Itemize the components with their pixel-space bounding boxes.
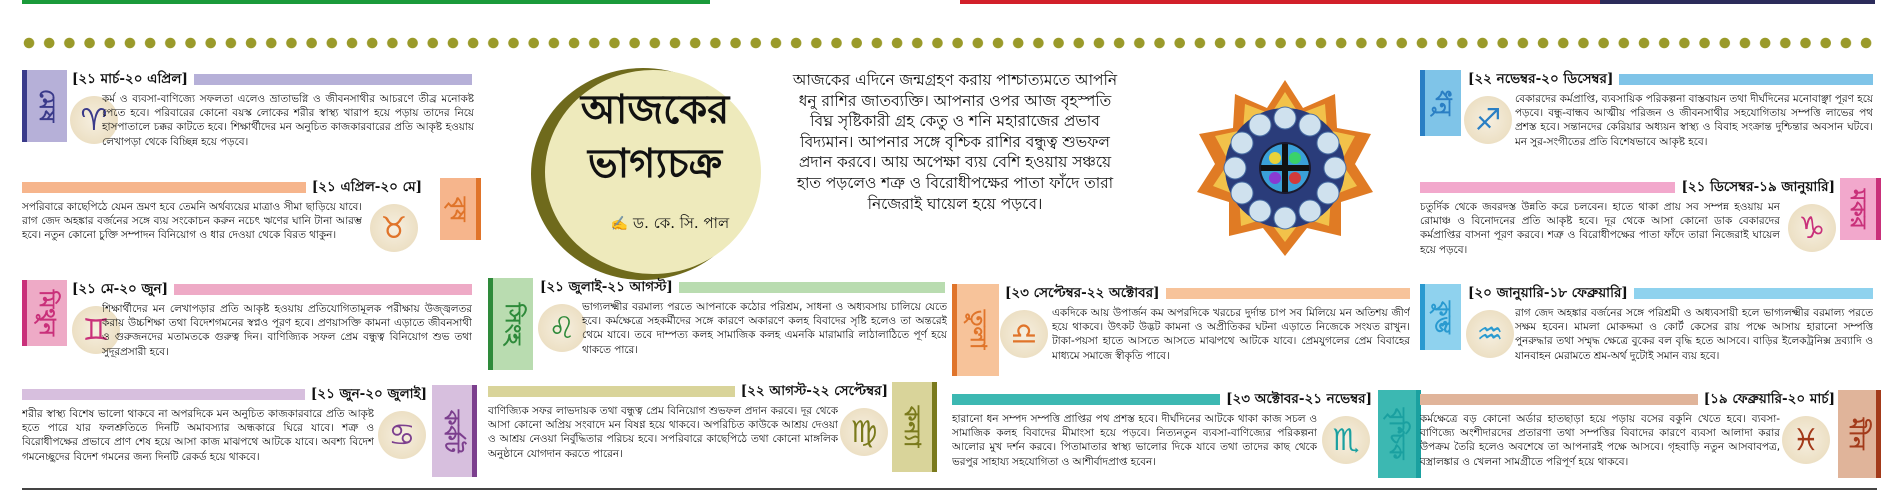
header-bar (174, 284, 472, 295)
aries-ram-icon: ♈ (70, 96, 118, 144)
sign-name: কন্যা (899, 406, 925, 448)
sign-dates: [২১ মে-২০ জুন] (72, 280, 168, 297)
sign-name: মীন (1844, 418, 1870, 450)
sign-text: বাণিজ্যিক সফর লাভদায়ক তথা বন্ধুত্ব প্রেম বিনিয়োগ শুভফল প্রদান করবে। দূর থেকে আসা কোনো অপ্রিয় সংবাদে মন বিষণ্ণ হয়ে থাকবে। অপরিচিত কাউকে আশ্রয় দেওয়া ও আশ্রয় নেওয়া নির্বুদ্ধিতার পরিচয় হবে। সপরিবারে কাছেপিঠে তথা কোনো মাঙ্গলিক অনুষ্ঠানে যোগদান করতে পারেন। (488, 405, 838, 460)
author-byline (590, 212, 750, 237)
sign-dates: [২২ নভেম্বর-২০ ডিসেম্বর] (1468, 70, 1614, 87)
sign-name: কুম্ভ (1430, 300, 1456, 334)
sign-dates: [২৩ অক্টোবর-২১ নভেম্বর] (1226, 390, 1372, 407)
sign-name: বৃষ (445, 196, 471, 222)
sign-tab (488, 278, 533, 370)
sign-text: শিক্ষার্থীদের মন লেখাপড়ার প্রতি আকৃষ্ট হওয়ায় প্রতিযোগিতামূলক পরীক্ষায় উজ্জ্বলতর করায় উচ্চশিক্ষা তথা বিদেশগমনের স্বপ্নও পূরণ হবে। প্রণয়াসক্তি কামনা এড়াতে জীবনসাথী ও গুরুজনদের মতামতকে গুরুত্ব দিন। বাণিজ্যিক সফল প্রেম বন্ধুত্ব বিনিয়োগ শুভ তথা সুদূরপ্রসারী হবে। (102, 303, 472, 358)
header-bar (22, 389, 305, 400)
sign-tab (22, 280, 67, 346)
sign-tab (1840, 178, 1881, 240)
author-name: ড. কে. সি. পাল (633, 214, 730, 232)
sign-text: রাগ জেদ অহঙ্কার বর্জনের সঙ্গে পরিশ্রমী ও অধ্যবসায়ী হলে ভাগ্যলক্ষ্মীর বরমাল্য পরতে সক্ষম হবেন। মামলা মোকদ্দমা ও কোর্ট কেসের রায় পক্ষে আসায় হারানো সম্পত্তি পুনরুদ্ধার তথা সম্মৃদ্ধ ক্ষেত্রে বুকের বল বৃদ্ধি হতে আসবে। বাড়ির ইলেকট্রনিক্স দ্রব্যাদি ও যানবাহন মেরামতে শ্রম-অর্থ দুটোই সমান ব্যয় হবে। (1515, 307, 1873, 362)
sign-tab (1378, 390, 1421, 478)
sagittarius-archer-icon: ♐ (1464, 96, 1512, 144)
aquarius-water-bearer-icon: ♒ (1466, 310, 1514, 358)
header-bar (1420, 182, 1675, 193)
header-bar (952, 394, 1220, 405)
header-bar (1619, 74, 1873, 85)
sign-header (1468, 70, 1873, 88)
header-bar (679, 282, 945, 293)
pisces-fish-icon: ♓ (1782, 416, 1830, 464)
sign-text: সপরিবারে কাছেপিঠে যেমন ভ্রমণ হবে তেমনি অর্থব্যয়ের মাত্রাও সীমা ছাড়িয়ে যাবে। রাগ জেদ অহঙ্কার বর্জনের সঙ্গে ব্যয় সংকোচন করুন নচেৎ ঋণের ঘানি টানা আরম্ভ হবে। নতুন কোনো চুক্তি সম্পাদন বিনিয়োগ ও ধার দেওয়া থেকে বিরত থাকুন। (22, 201, 362, 242)
sign-header (952, 390, 1372, 408)
top-red-bar (960, 0, 1600, 4)
sign-name: তুলা (965, 310, 991, 350)
sign-text: কর্মক্ষেত্রে বড় কোনো অর্ডার হাতছাড়া হয়ে পড়ায় বসের বকুনি খেতে হবে। ব্যবসা-বাণিজ্যে অংশীদারদের প্রতারণা তথা সম্পত্তির বিবাদের কারণে ব্যবসা আলাদা করার উপক্রম তৈরি হলেও অবশেষে তা আপনারই পক্ষে আসবে। গৃহবাড়ি নতুন আসবাবপত্র, বস্ত্রালঙ্কার ও খেলনা সামগ্রীতে পরিপূর্ণ হয়ে থাকবে। (1420, 413, 1780, 468)
header-bar (1166, 288, 1410, 299)
sign-dates: [২১ মার্চ-২০ এপ্রিল] (72, 70, 188, 87)
header-bar (488, 386, 735, 397)
sign-tab (432, 385, 477, 477)
sign-text: কর্ম ও ব্যবসা-বাণিজ্যে সফলতা এলেও ভ্রাতাভগ্নি ও জীবনসাথীর আচরণে তীব্র মনোকষ্ট পেতে হবে। পরিবারের কোনো বয়স্ক লোকের শরীর স্বাস্থ্য খারাপ হয়ে পড়ায় তাদের নিয়ে হাসপাতালে চক্কর কাটতে হবে। শিক্ষার্থীদের মন অনুচিত কাজকারবারের প্রতি আকৃষ্ট হওয়ায় লেখাপড়া থেকে বিচ্ছিন্ন হয়ে পড়বে। (102, 93, 474, 148)
sign-text: একদিকে আয় উপার্জন কম অপরদিকে খরচের দুর্দান্ত চাপ সব মিলিয়ে মন অতিশয় জীর্ণ হয়ে থাকবে। উৎকট উদ্ভট কামনা ও অপ্রীতিকর ঘটনা এড়াতে নিজেকে সংযত রাখুন। টাকা-পয়সা হাতে আসতে আসতে মাঝপথে আটকে যাবে। প্রেমযুগলের প্রেম বিবাহের মাধ্যমে সমাজে স্বীকৃতি পাবে। (1052, 307, 1410, 362)
bottom-rule (22, 488, 1877, 490)
scorpio-scorpion-icon: ♏ (1322, 416, 1370, 464)
sign-header (540, 278, 945, 296)
intro-paragraph: আজকের এদিনে জন্মগ্রহণ করায় পাশ্চাত্যমতে আপনি ধনু রাশির জাতব্যক্তি। আপনার ওপর আজ বৃহস্পতি বিঘ্ন সৃষ্টিকারী গ্রহ কেতু ও শনি মহারাজের প্রভাব বিদ্যমান। আপনার সঙ্গে বৃশ্চিক রাশির বন্ধুত্ব শুভফল প্রদান করবে। আয় অপেক্ষা ব্যয় বেশি হওয়ায় সঞ্চয়ে হাত পড়লেও শত্রু ও বিরোধীপক্ষের পাতা ফাঁদে তারা নিজেরাই ঘায়েল হয়ে পড়বে। (792, 71, 1118, 213)
sign-name: বৃশ্চিক (1384, 408, 1410, 460)
sign-header (72, 70, 472, 88)
sign-header (22, 178, 422, 196)
sign-name: সিংহ (500, 303, 526, 345)
virgo-maiden-icon: ♍ (840, 408, 888, 456)
sign-dates: [২৩ সেপ্টেম্বর-২২ অক্টোবর] (1005, 284, 1160, 301)
sign-tab (1420, 70, 1461, 136)
cancer-crab-icon: ♋ (378, 411, 426, 459)
pen-icon: ✍ (610, 216, 629, 232)
capricorn-goat-icon: ♑ (1788, 204, 1836, 252)
sign-tab (440, 178, 481, 240)
sign-header (1005, 284, 1410, 302)
header-bar (1634, 288, 1873, 299)
taurus-bull-icon: ♉ (370, 204, 418, 252)
sign-name: মকর (1845, 189, 1871, 229)
sign-header (72, 280, 472, 298)
top-dark-bar (1600, 0, 1875, 4)
sign-header (1420, 178, 1835, 196)
sign-tab (1420, 284, 1461, 350)
sign-header (488, 382, 888, 400)
sign-tab (1838, 390, 1881, 478)
sign-name: ধনু (1430, 90, 1456, 116)
header-bar (22, 182, 306, 193)
libra-scales-icon: ♎ (1000, 310, 1048, 358)
sign-header (22, 385, 427, 403)
header-bar (1420, 394, 1698, 405)
header-bar (194, 74, 472, 85)
sign-dates: [২১ এপ্রিল-২০ মে] (311, 178, 422, 195)
sign-dates: [২১ ডিসেম্বর-১৯ জানুয়ারি] (1681, 178, 1835, 195)
sign-tab (22, 70, 67, 142)
sign-name: মেষ (34, 89, 60, 123)
page-title-line2: ভাগ্যচক্র (587, 140, 723, 187)
sign-dates: [২১ জুন-২০ জুলাই] (310, 385, 427, 402)
leo-lion-icon: ♌ (538, 304, 586, 352)
sign-tab (892, 382, 937, 472)
sign-name: কর্কট (439, 409, 465, 453)
sign-text: চতুর্দিক থেকে জবরদস্ত উন্নতি করে চলবেন। হাতে থাকা প্রায় সব সম্পন্ন হওয়ায় মন রোমাঞ্চ ও বিনোদনের প্রতি আকৃষ্ট হবে। দূর থেকে আসা কোনো ডাক বেকারদের কর্মপ্রাপ্তির বাসনা পূরণ করবে। শত্রু ও বিরোধীপক্ষের পাতা ফাঁদে তারা নিজেরাই ঘায়েল হয়ে পড়বে। (1420, 201, 1780, 256)
gemini-twins-icon: ♊ (72, 306, 120, 354)
sign-text: বেকারদের কর্মপ্রাপ্তি, ব্যবসায়িক পরিকল্পনা বাস্তবায়ন তথা দীর্ঘদিনের মনোবাঞ্ছা পূরণ হয়ে পড়বে। বন্ধু-বান্ধব আত্মীয় পরিজন ও জীবনসাথীর সহযোগিতায় সম্পত্তি লাভের পথ প্রশস্ত হবে। সন্তানদের কেরিয়ার অধ্যয়ন স্বাস্থ্য ও বিবাহ সংক্রান্ত দুশ্চিন্তার অবসান ঘটবে। মন সুর-সংগীতের প্রতি বিশেষভাবে আকৃষ্ট হবে। (1515, 93, 1873, 148)
sign-text: ভাগ্যলক্ষ্মীর বরমাল্য পরতে আপনাকে কঠোর পরিশ্রম, সাধনা ও অধ্যবসায় চালিয়ে যেতে হবে। কর্মক্ষেত্রে সহকর্মীদের সঙ্গে কারণে অকারণে কলহ বিবাদের সৃষ্টি হলেও তা অন্তরেই থেমে যাবে। তবে দাম্পত্য কলহ সামাজিক কলহ এমনকি মারামারি লাঠালাঠিতে পূর্ণ হয়ে থাকতে পারে। (582, 301, 947, 356)
sign-dates: [২২ আগস্ট-২২ সেপ্টেম্বর] (740, 382, 888, 399)
top-green-bar (22, 0, 710, 4)
sign-header (1420, 390, 1835, 408)
sign-header (1468, 284, 1873, 302)
sign-text: শরীর স্বাস্থ্য বিশেষ ভালো থাকবে না অপরদিকে মন অনুচিত কাজকারবারে প্রতি আকৃষ্ট হতে পারে যার ফলশ্রুতিতে দিনটি অমাবস্যার অন্ধকারে ঘিরে যাবে। শত্রু ও বিরোধীপক্ষের প্রভাবে প্রাণ শেষ হয়ে আসা কাজ মাঝপথে আটকে যাবে। অবশ্য বিদেশ গমনেচ্ছুদের বিদেশ গমনের জন্য দিনটি রেকর্ড হয়ে থাকবে। (22, 408, 374, 463)
dotted-divider (22, 36, 1877, 50)
sign-text: হারানো ধন সম্পদ সম্পত্তি প্রাপ্তির পথ প্রশস্ত হবে। দীর্ঘদিনের আটকে থাকা কাজ সচল ও সামাজিক কলহ বিবাদের মীমাংসা হয়ে পড়বে। নিত্যনতুন ব্যবসা-বাণিজ্যের পরিকল্পনা আলোর মুখ দর্শন করবে। পিতামাতার স্বাস্থ্য ভালোর দিকে যাবে তথা তাদের কাছ থেকে ভরপুর সাহায্য সহযোগিতা ও আশীর্বাদপ্রাপ্ত হবেন। (952, 413, 1317, 468)
sign-name: মিথুন (34, 290, 60, 336)
zodiac-wheel-icon (1195, 78, 1375, 258)
sign-dates: [২১ জুলাই-২১ আগস্ট] (540, 278, 673, 295)
sign-dates: [২০ জানুয়ারি-১৮ ফেব্রুয়ারি] (1468, 284, 1628, 301)
page-title-line1: আজকের (580, 86, 730, 133)
sign-tab (952, 284, 999, 376)
sign-dates: [১৯ ফেব্রুয়ারি-২০ মার্চ] (1703, 390, 1835, 407)
